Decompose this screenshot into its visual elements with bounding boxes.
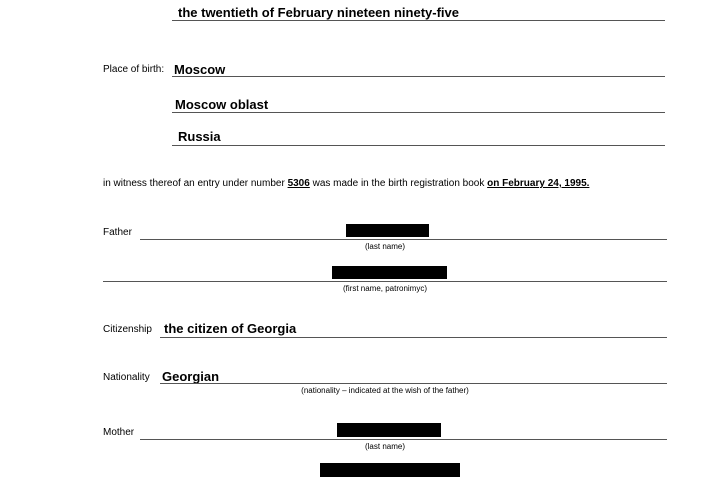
nationality-label: Nationality xyxy=(103,372,150,383)
mother-last-name-line xyxy=(140,439,667,440)
citizenship-label: Citizenship xyxy=(103,324,152,335)
father-first-name-line xyxy=(103,281,667,282)
registration-statement xyxy=(103,178,589,189)
mother-first-name-redaction xyxy=(320,463,460,477)
father-label: Father xyxy=(103,227,132,238)
place-of-birth-country-line xyxy=(172,145,665,146)
registration-number: 5306 xyxy=(287,178,310,189)
father-last-name-redaction xyxy=(346,224,429,237)
nationality-caption: (nationality – indicated at the wish of the father) xyxy=(301,386,469,395)
mother-last-name-redaction xyxy=(337,423,441,437)
place-of-birth-city: Moscow xyxy=(174,62,226,77)
registration-date: on February 24, 1995. xyxy=(487,178,590,189)
place-of-birth-country: Russia xyxy=(178,129,221,144)
place-of-birth-city-line xyxy=(172,76,665,77)
father-last-name-line xyxy=(140,239,667,240)
father-last-name-caption: (last name) xyxy=(364,242,406,251)
place-of-birth-region: Moscow oblast xyxy=(175,97,269,112)
registration-text-before: in witness thereof an entry under number xyxy=(103,178,285,189)
citizenship-line xyxy=(160,337,667,338)
place-of-birth-label: Place of birth: xyxy=(103,64,165,75)
place-of-birth-region-line xyxy=(172,112,665,113)
father-first-name-redaction xyxy=(332,266,447,279)
nationality-line xyxy=(160,383,667,384)
citizenship-value: the citizen of Georgia xyxy=(164,321,297,336)
nationality-value: Georgian xyxy=(162,369,220,384)
mother-label: Mother xyxy=(103,427,135,438)
mother-last-name-caption: (last name) xyxy=(364,442,406,451)
date-of-birth-line xyxy=(172,20,665,21)
date-of-birth-value: the twentieth of February nineteen ninety-five xyxy=(178,5,459,20)
registration-text-after: was made in the birth registration book xyxy=(312,178,485,189)
father-first-name-caption: (first name, patronimyc) xyxy=(342,284,428,293)
